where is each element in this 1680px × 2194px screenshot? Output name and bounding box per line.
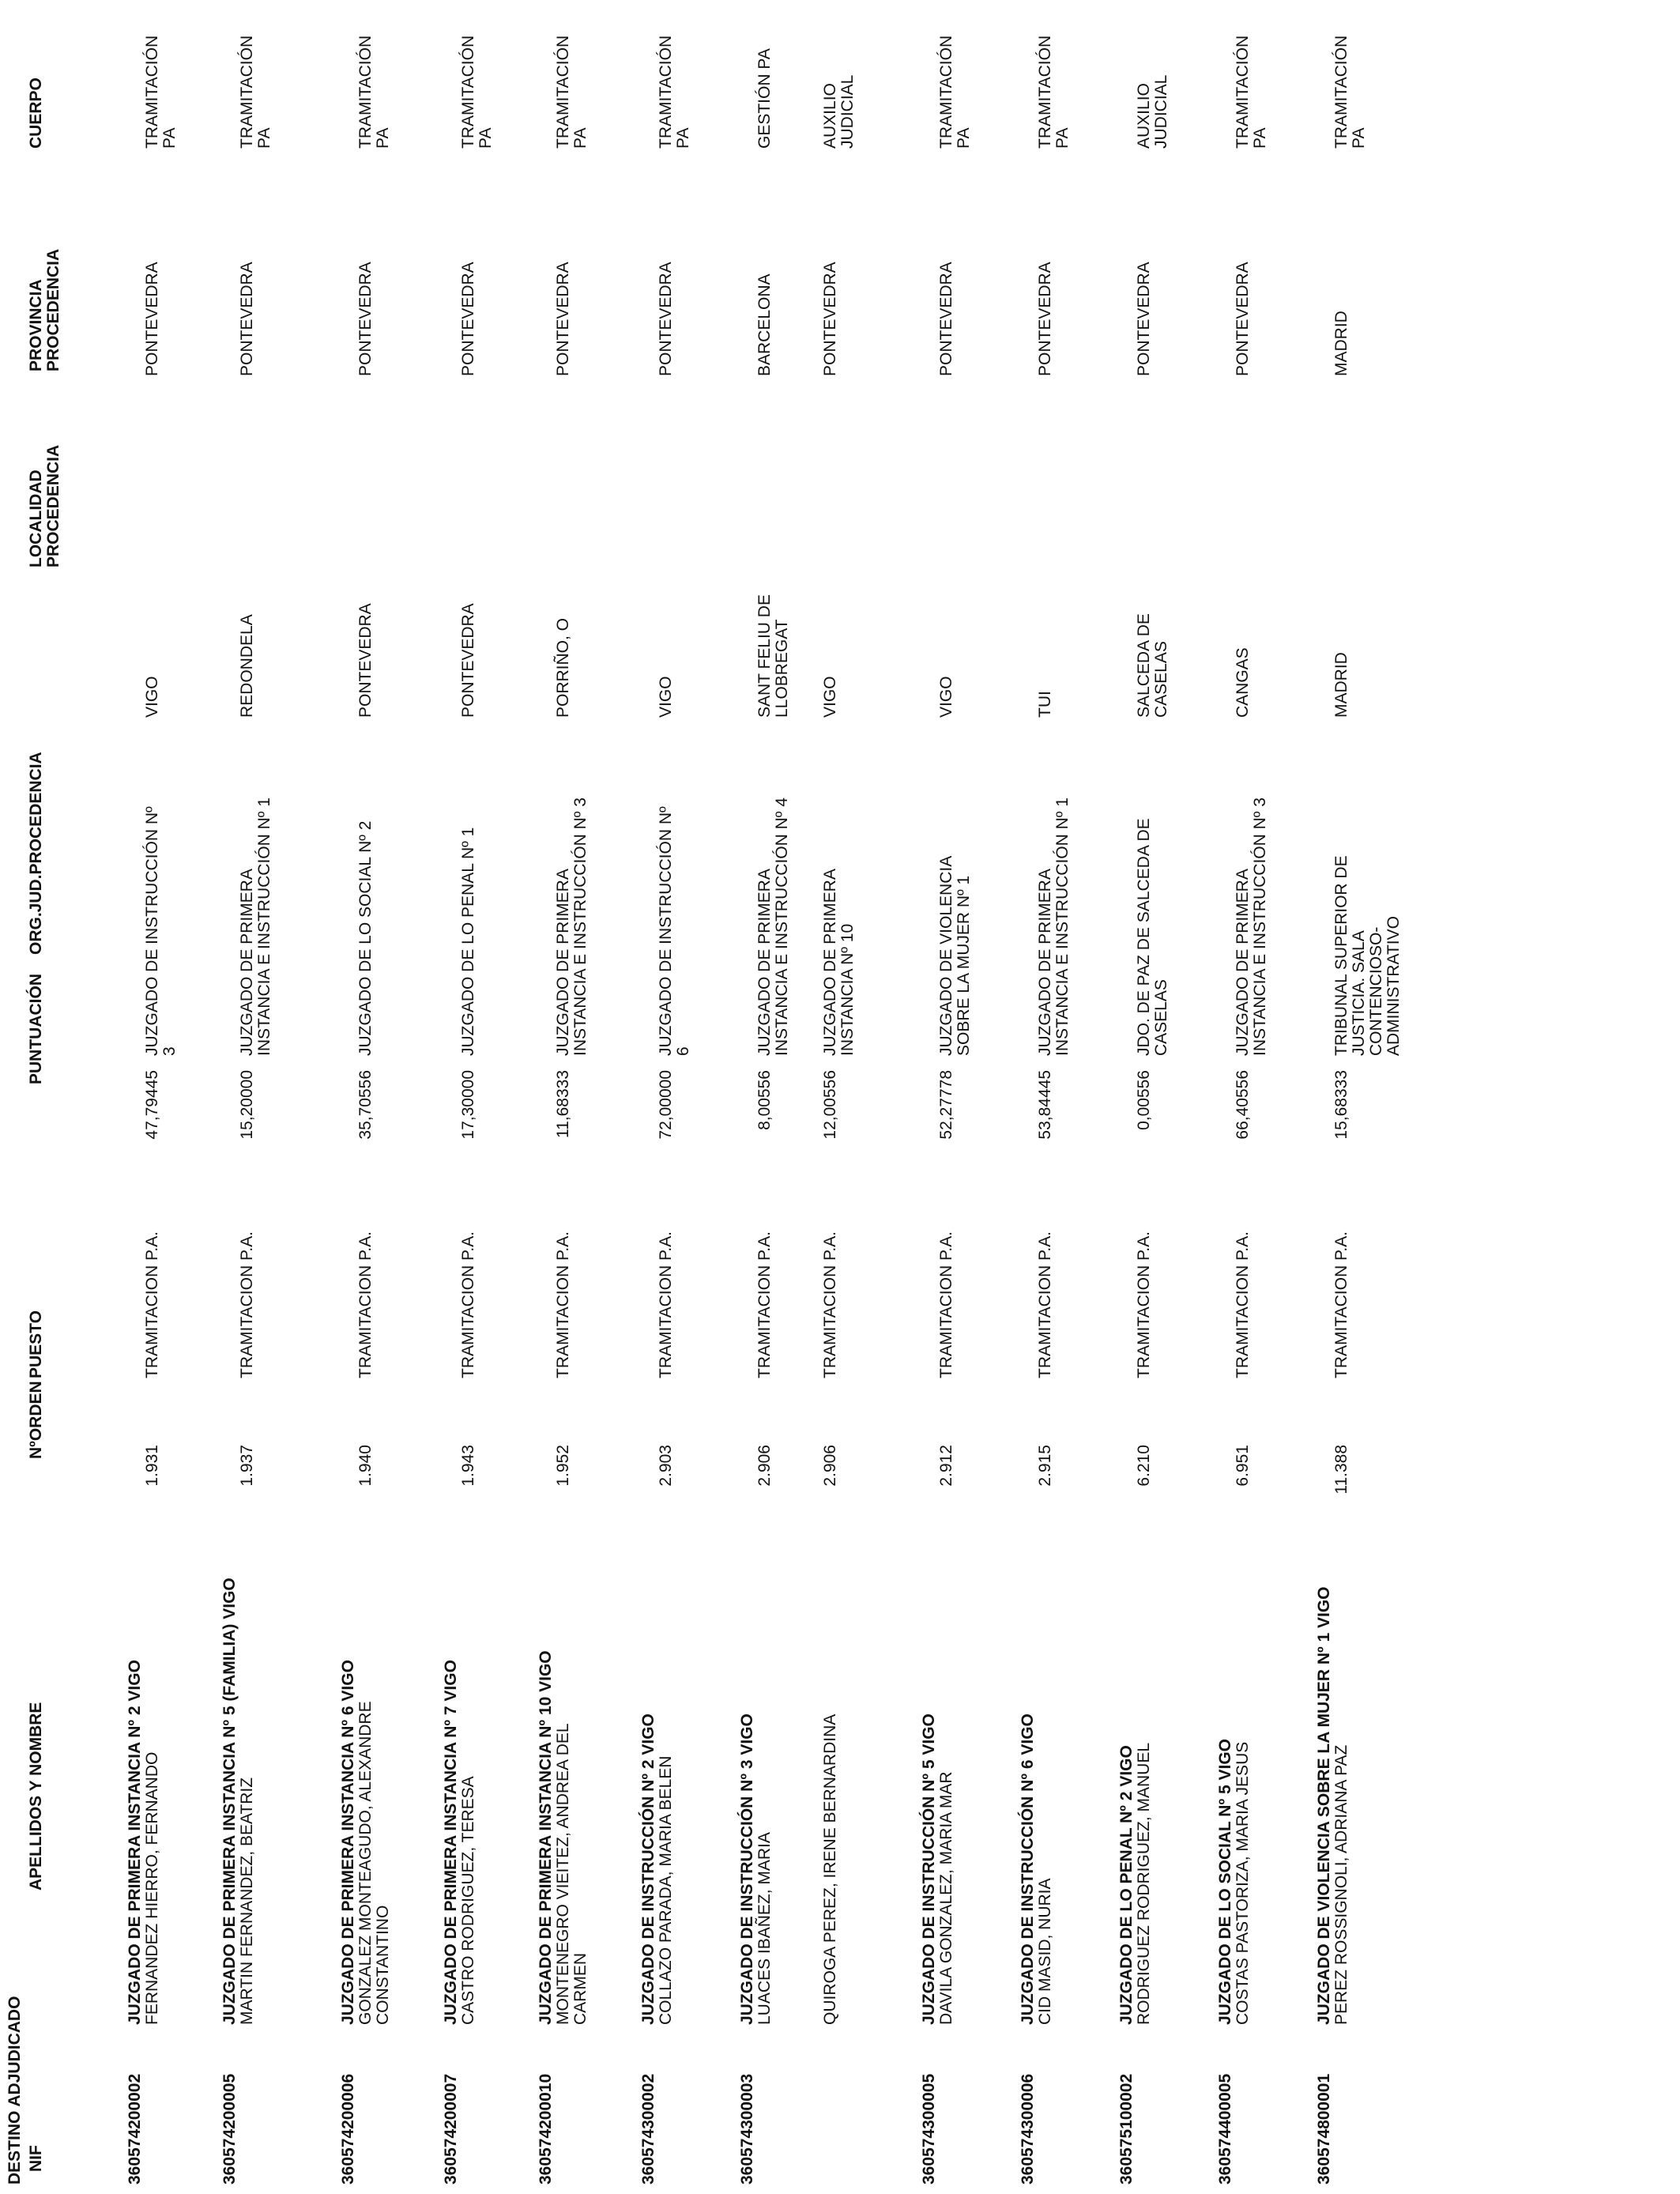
origin-locality: VIGO xyxy=(657,676,675,718)
corps: TRAMITACIÓN xyxy=(554,35,572,149)
corps: PA xyxy=(955,127,973,149)
person-name: CASTRO RODRIGUEZ, TERESA xyxy=(459,1776,477,2025)
origin-court: INSTANCIA E INSTRUCCIÓN Nº 3 xyxy=(571,797,590,1056)
header-puesto: PUESTO xyxy=(27,1310,45,1378)
order-number: 1.937 xyxy=(238,1445,256,1487)
score: 15,68333 xyxy=(1332,1070,1350,1140)
corps: PA xyxy=(477,127,495,149)
position: TRAMITACION P.A. xyxy=(459,1231,477,1378)
position: TRAMITACION P.A. xyxy=(554,1231,572,1378)
corps: TRAMITACIÓN xyxy=(1234,35,1252,149)
origin-court: CONTENCIOSO- xyxy=(1367,926,1385,1056)
score: 66,40556 xyxy=(1234,1070,1252,1140)
group-nif-code: 360574200010 xyxy=(537,2073,555,2185)
group-nif-code: 360574200007 xyxy=(442,2073,460,2185)
corps: TRAMITACIÓN xyxy=(356,35,375,149)
corps: JUDICIAL xyxy=(1152,74,1170,149)
order-number: 1.952 xyxy=(554,1445,572,1487)
score: 17,30000 xyxy=(459,1070,477,1140)
origin-province: PONTEVEDRA xyxy=(238,262,256,376)
person-name: MARTIN FERNANDEZ, BEATRIZ xyxy=(238,1777,256,2025)
position: TRAMITACION P.A. xyxy=(1135,1231,1153,1378)
person-name: CARMEN xyxy=(571,1952,590,2025)
person-name: DAVILA GONZALEZ, MARIA MAR xyxy=(937,1771,955,2025)
person-name: PEREZ ROSSIGNOLI, ADRIANA PAZ xyxy=(1332,1744,1350,2025)
corps: TRAMITACIÓN xyxy=(1036,35,1054,149)
score: 35,70556 xyxy=(356,1070,375,1140)
order-number: 2.912 xyxy=(937,1445,955,1487)
position: TRAMITACION P.A. xyxy=(143,1231,161,1378)
corps: PA xyxy=(1350,127,1368,149)
header-cuerpo: CUERPO xyxy=(27,77,45,149)
position: TRAMITACION P.A. xyxy=(1332,1231,1350,1378)
group-nif-code: 360575100002 xyxy=(1117,2073,1136,2185)
origin-court: INSTANCIA E INSTRUCCIÓN Nº 4 xyxy=(773,797,791,1056)
origin-province: PONTEVEDRA xyxy=(459,262,477,376)
order-number: 2.906 xyxy=(821,1445,839,1487)
score: 11,68333 xyxy=(554,1070,572,1139)
origin-province: PONTEVEDRA xyxy=(657,262,675,376)
person-name: RODRIGUEZ RODRIGUEZ, MANUEL xyxy=(1135,1742,1153,2025)
origin-province: PONTEVEDRA xyxy=(143,262,161,376)
score: 47,79445 xyxy=(143,1070,161,1140)
corps: PA xyxy=(255,127,273,149)
origin-locality: VIGO xyxy=(143,676,161,718)
corps: PA xyxy=(1251,127,1269,149)
origin-court: INSTANCIA Nº 10 xyxy=(838,923,857,1056)
person-name: FERNANDEZ HIERRO, FERNANDO xyxy=(143,1751,161,2025)
corps: TRAMITACIÓN xyxy=(1332,35,1350,149)
origin-court: 3 xyxy=(160,1046,179,1056)
origin-province: PONTEVEDRA xyxy=(554,262,572,376)
score: 72,00000 xyxy=(657,1070,675,1140)
corps: TRAMITACIÓN xyxy=(657,35,675,149)
order-number: 2.915 xyxy=(1036,1445,1054,1487)
corps: PA xyxy=(374,127,392,149)
origin-court: JUZGADO DE LO SOCIAL Nº 2 xyxy=(356,820,375,1056)
origin-locality: REDONDELA xyxy=(238,614,256,718)
group-court-name: JUZGADO DE VIOLENCIA SOBRE LA MUJER Nº 1 VIGO xyxy=(1315,1586,1333,2025)
group-court-name: JUZGADO DE PRIMERA INSTANCIA Nº 10 VIGO xyxy=(537,1650,555,2025)
document-title: DESTINO ADJUDICADO xyxy=(6,1996,24,2185)
origin-court: INSTANCIA E INSTRUCCIÓN Nº 1 xyxy=(255,797,273,1056)
corps: GESTIÓN PA xyxy=(755,48,774,149)
group-court-name: JUZGADO DE INSTRUCCIÓN Nº 3 VIGO xyxy=(738,1713,756,2025)
corps: PA xyxy=(1053,127,1072,149)
position: TRAMITACION P.A. xyxy=(1234,1231,1252,1378)
origin-province: PONTEVEDRA xyxy=(1234,262,1252,376)
position: TRAMITACION P.A. xyxy=(937,1231,955,1378)
group-nif-code: 360574400005 xyxy=(1216,2073,1234,2185)
group-nif-code: 360574200002 xyxy=(126,2073,144,2185)
origin-court: JUZGADO DE PRIMERA xyxy=(821,869,839,1056)
group-nif-code: 360574200005 xyxy=(220,2073,239,2185)
group-court-name: JUZGADO DE PRIMERA INSTANCIA Nº 7 VIGO xyxy=(442,1660,460,2025)
score: 52,27778 xyxy=(937,1070,955,1140)
origin-locality: PONTEVEDRA xyxy=(459,603,477,718)
header-puntuacion: PUNTUACIÓN xyxy=(27,974,45,1084)
order-number: 1.940 xyxy=(356,1445,375,1487)
origin-court: JUZGADO DE PRIMERA xyxy=(1036,869,1054,1056)
origin-province: MADRID xyxy=(1332,311,1350,376)
origin-locality: CANGAS xyxy=(1234,647,1252,718)
group-nif-code: 360574800001 xyxy=(1315,2073,1333,2185)
origin-locality: TUI xyxy=(1036,691,1054,718)
origin-province: BARCELONA xyxy=(755,273,774,376)
origin-court: JUZGADO DE INSTRUCCIÓN Nº xyxy=(143,806,161,1056)
person-name: CID MASID, NURIA xyxy=(1036,1878,1054,2025)
header-apellidos: APELLIDOS Y NOMBRE xyxy=(27,1702,45,1891)
group-court-name: JUZGADO DE INSTRUCCIÓN Nº 2 VIGO xyxy=(639,1713,657,2025)
header-norden: NºORDEN xyxy=(27,1381,45,1459)
header-org: ORG.JUD.PROCEDENCIA xyxy=(27,752,45,955)
group-court-name: JUZGADO DE PRIMERA INSTANCIA Nº 5 (FAMILIA) VIGO xyxy=(220,1578,239,2025)
corps: PA xyxy=(674,127,692,149)
corps: JUDICIAL xyxy=(838,74,857,149)
order-number: 6.951 xyxy=(1234,1445,1252,1487)
origin-court: JUZGADO DE VIOLENCIA xyxy=(937,855,955,1056)
person-name: LUACES IBAÑEZ, MARIA xyxy=(755,1832,774,2025)
corps: TRAMITACIÓN xyxy=(143,35,161,149)
score: 53,84445 xyxy=(1036,1070,1054,1140)
position: TRAMITACION P.A. xyxy=(755,1231,774,1378)
order-number: 2.906 xyxy=(755,1445,774,1487)
origin-locality: SALCEDA DE xyxy=(1135,613,1153,718)
origin-court: JUZGADO DE PRIMERA xyxy=(1234,869,1252,1056)
origin-locality: CASELAS xyxy=(1152,641,1170,718)
group-nif-code: 360574300005 xyxy=(920,2073,938,2185)
origin-locality: SANT FELIU DE xyxy=(755,594,774,718)
corps: PA xyxy=(160,127,179,149)
origin-locality: VIGO xyxy=(821,676,839,718)
person-name: COSTAS PASTORIZA, MARIA JESUS xyxy=(1234,1741,1252,2025)
corps: AUXILIO xyxy=(821,83,839,149)
group-nif-code: 360574300003 xyxy=(738,2073,756,2185)
corps: TRAMITACIÓN xyxy=(238,35,256,149)
group-court-name: JUZGADO DE INSTRUCCIÓN Nº 6 VIGO xyxy=(1019,1713,1037,2025)
origin-court: 6 xyxy=(674,1046,692,1056)
person-name: MONTENEGRO VIEITEZ, ANDREA DEL xyxy=(554,1723,572,2025)
origin-court: SOBRE LA MUJER Nº 1 xyxy=(955,875,973,1056)
header-localidad-1: LOCALIDAD xyxy=(27,469,45,567)
origin-locality: MADRID xyxy=(1332,652,1350,718)
person-name: CONSTANTINO xyxy=(374,1905,392,2025)
order-number: 1.931 xyxy=(143,1445,161,1487)
header-provincia-2: PROCEDENCIA xyxy=(44,248,62,371)
order-number: 1.943 xyxy=(459,1445,477,1487)
origin-locality: LLOBREGAT xyxy=(773,619,791,718)
corps: PA xyxy=(571,127,590,149)
group-nif-code: 360574200006 xyxy=(339,2073,357,2185)
origin-court: JUZGADO DE INSTRUCCIÓN Nº xyxy=(657,806,675,1056)
score: 0,00556 xyxy=(1135,1070,1153,1130)
origin-court: JUZGADO DE LO PENAL Nº 1 xyxy=(459,827,477,1056)
corps: TRAMITACIÓN xyxy=(937,35,955,149)
order-number: 6.210 xyxy=(1135,1445,1153,1487)
group-nif-code: 360574300006 xyxy=(1019,2073,1037,2185)
order-number: 11.388 xyxy=(1332,1445,1350,1495)
origin-court: JUZGADO DE PRIMERA xyxy=(238,869,256,1056)
person-name: COLLAZO PARADA, MARIA BELEN xyxy=(657,1755,675,2025)
group-nif-code: 360574300002 xyxy=(639,2073,657,2185)
origin-court: INSTANCIA E INSTRUCCIÓN Nº 1 xyxy=(1053,797,1072,1056)
origin-locality: PORRIÑO, O xyxy=(554,617,572,718)
corps: AUXILIO xyxy=(1135,83,1153,149)
origin-locality: VIGO xyxy=(937,676,955,718)
score: 12,00556 xyxy=(821,1070,839,1140)
origin-court: JUZGADO DE PRIMERA xyxy=(755,869,774,1056)
position: TRAMITACION P.A. xyxy=(657,1231,675,1378)
group-court-name: JUZGADO DE PRIMERA INSTANCIA Nº 2 VIGO xyxy=(126,1660,144,2025)
header-nif: NIF xyxy=(27,2145,45,2172)
origin-court: JDO. DE PAZ DE SALCEDA DE xyxy=(1135,818,1153,1056)
origin-province: PONTEVEDRA xyxy=(1036,262,1054,376)
origin-province: PONTEVEDRA xyxy=(1135,262,1153,376)
group-court-name: JUZGADO DE LO PENAL Nº 2 VIGO xyxy=(1117,1745,1136,2025)
origin-court: ADMINISTRATIVO xyxy=(1384,916,1403,1056)
score: 8,00556 xyxy=(755,1070,774,1130)
origin-court: TRIBUNAL SUPERIOR DE xyxy=(1332,855,1350,1056)
group-court-name: JUZGADO DE LO SOCIAL Nº 5 VIGO xyxy=(1216,1739,1234,2025)
corps: TRAMITACIÓN xyxy=(459,35,477,149)
group-court-name: JUZGADO DE INSTRUCCIÓN Nº 5 VIGO xyxy=(920,1713,938,2025)
origin-province: PONTEVEDRA xyxy=(356,262,375,376)
origin-province: PONTEVEDRA xyxy=(821,262,839,376)
header-provincia-1: PROVINCIA xyxy=(27,279,45,371)
group-court-name: JUZGADO DE PRIMERA INSTANCIA Nº 6 VIGO xyxy=(339,1660,357,2025)
origin-court: JUSTICIA. SALA xyxy=(1350,930,1368,1056)
header-localidad-2: PROCEDENCIA xyxy=(44,444,62,567)
origin-court: JUZGADO DE PRIMERA xyxy=(554,869,572,1056)
score: 15,20000 xyxy=(238,1070,256,1140)
origin-province: PONTEVEDRA xyxy=(937,262,955,376)
origin-locality: PONTEVEDRA xyxy=(356,603,375,718)
position: TRAMITACION P.A. xyxy=(821,1231,839,1378)
position: TRAMITACION P.A. xyxy=(238,1231,256,1378)
person-name: GONZALEZ MONTEAGUDO, ALEXANDRE xyxy=(356,1701,375,2025)
person-name: QUIROGA PEREZ, IRENE BERNARDINA xyxy=(821,1713,839,2025)
position: TRAMITACION P.A. xyxy=(356,1231,375,1378)
origin-court: CASELAS xyxy=(1152,979,1170,1056)
origin-court: INSTANCIA E INSTRUCCIÓN Nº 3 xyxy=(1251,797,1269,1056)
position: TRAMITACION P.A. xyxy=(1036,1231,1054,1378)
order-number: 2.903 xyxy=(657,1445,675,1487)
